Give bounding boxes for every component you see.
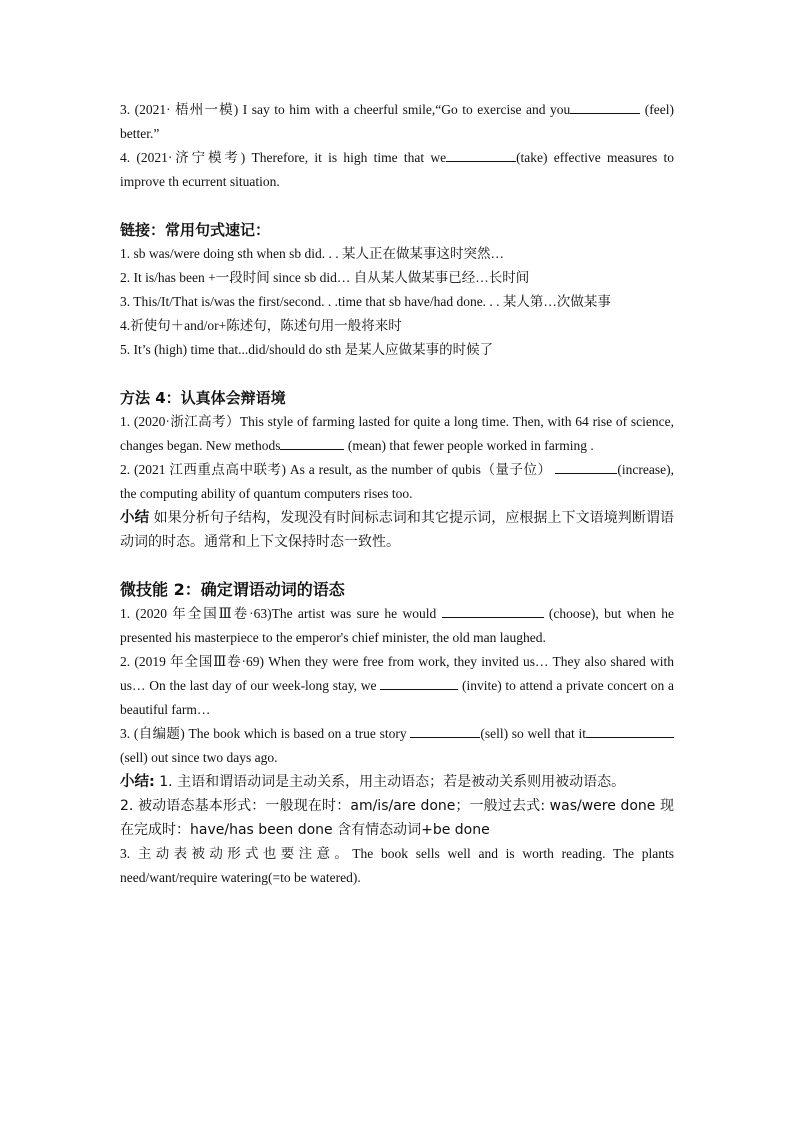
exercise-item: 3. (2021· 梧州一模) I say to him with a cheerful smile,“Go to exercise and you (feel) better.” xyxy=(120,102,674,141)
summary-line: 2. 被动语态基本形式：一般现在时：am/is/are done；一般过去式: was/were done 现在完成时：have/has been done 含有情态动词+be done xyxy=(120,798,674,838)
pattern-item: 4.祈使句＋and/or+陈述句，陈述句用一般将来时 xyxy=(120,318,402,333)
pattern-item: 2. It is/has been +一段时间 since sb did… 自从某人做某事已经…长时间 xyxy=(120,270,530,285)
answer-blank[interactable] xyxy=(280,436,344,450)
answer-blank[interactable] xyxy=(442,604,544,618)
summary: 小结 如果分析句子结构，发现没有时间标志词和其它提示词，应根据上下文语境判断谓语动词的时态。通常和上下文保持时态一致性。 xyxy=(120,510,675,550)
answer-blank[interactable] xyxy=(555,460,617,474)
summary-label: 小结 xyxy=(120,510,150,526)
method4-heading: 方法 4：认真体会辩语境 xyxy=(120,389,286,407)
summary-label: 小结: xyxy=(120,774,155,790)
answer-blank[interactable] xyxy=(380,676,458,690)
exercise-item: 4. (2021·济宁模考) Therefore, it is high time that we (take) effective measures to improve th ecurrent situation. xyxy=(120,150,674,189)
exercise-item: 2. (2019 年全国Ⅲ卷·69) When they were free from work, they invited us… They also shared with us… On the last day of our week-long stay, we (invite) to attend a private concert on a beautiful farm… xyxy=(120,654,674,717)
exercise-item: 1. (2020 年全国Ⅲ卷·63)The artist was sure he would (choose), but when he presented his masterpiece to the emperor's chief minister, the old man laughed. xyxy=(120,606,675,645)
summary: 小结: 1. 主语和谓语动词是主动关系，用主动语态；若是被动关系则用被动语态。 xyxy=(120,774,626,790)
document-page xyxy=(120,98,674,890)
exercise-item: 3. (自编题) The book which is based on a true story (sell) so well that it(sell) out since two days ago. xyxy=(120,722,674,770)
skill2-heading: 微技能 2：确定谓语动词的语态 xyxy=(120,580,345,599)
summary-line: 3. 主动表被动形式也要注意。The book sells well and is worth reading. The plants need/want/require watering(=to be watered). xyxy=(120,846,674,885)
answer-blank[interactable] xyxy=(410,724,480,738)
answer-blank[interactable] xyxy=(570,100,640,114)
answer-blank[interactable] xyxy=(446,148,516,162)
pattern-item: 5. It’s (high) time that...did/should do sth 是某人应做某事的时候了 xyxy=(120,342,494,357)
pattern-item: 1. sb was/were doing sth when sb did. . . 某人正在做某事这时突然… xyxy=(120,246,504,261)
links-heading: 链接：常用句式速记： xyxy=(120,221,271,239)
exercise-item: 2. (2021 江西重点高中联考) As a result, as the number of qubis（量子位） (increase), the computing ability of quantum computers rises too. xyxy=(120,462,674,501)
answer-blank[interactable] xyxy=(586,724,674,738)
exercise-item: 1. (2020·浙江高考）This style of farming lasted for quite a long time. Then, with 64 rise of science, changes began. New methods (mean) that fewer people worked in farming . xyxy=(120,414,674,453)
pattern-item: 3. This/It/That is/was the first/second. . .time that sb have/had done. . . 某人第…次做某事 xyxy=(120,294,611,309)
